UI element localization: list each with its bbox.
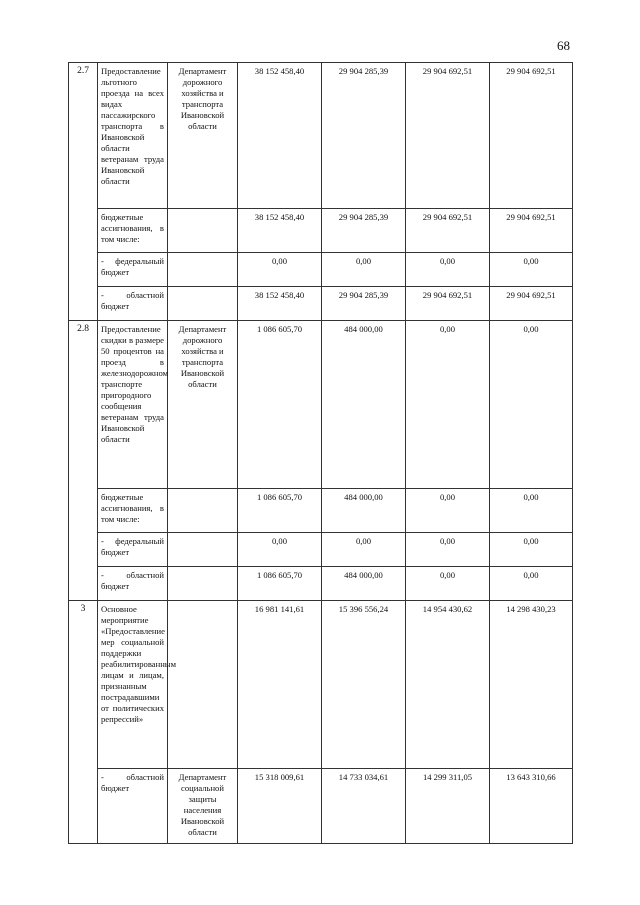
value-cell: 29 904 692,51 <box>490 287 573 321</box>
measure-name: бюджетные ассигнования, в том числе: <box>98 489 168 533</box>
executor <box>168 489 238 533</box>
measure-name: бюджетные ассигнования, в том числе: <box>98 209 168 253</box>
value-cell: 29 904 692,51 <box>406 287 490 321</box>
value-cell: 13 643 310,66 <box>490 769 573 844</box>
value-cell: 1 086 605,70 <box>238 321 322 489</box>
value-cell: 0,00 <box>238 533 322 567</box>
measure-name: - областной бюджет <box>98 769 168 844</box>
value-cell: 29 904 692,51 <box>406 209 490 253</box>
table-row <box>69 769 573 844</box>
measure-name: - областной бюджет <box>98 567 168 601</box>
table-row <box>69 209 573 253</box>
value-cell: 16 981 141,61 <box>238 601 322 769</box>
executor <box>168 209 238 253</box>
measure-name: - областной бюджет <box>98 287 168 321</box>
value-cell: 29 904 692,51 <box>406 63 490 209</box>
executor: Департамент дорожного хозяйства и транспорта Ивановской области <box>168 321 238 489</box>
value-cell: 0,00 <box>406 253 490 287</box>
value-cell: 0,00 <box>490 533 573 567</box>
executor <box>168 601 238 769</box>
value-cell: 29 904 285,39 <box>322 63 406 209</box>
value-cell: 38 152 458,40 <box>238 209 322 253</box>
value-cell: 0,00 <box>490 567 573 601</box>
value-cell: 1 086 605,70 <box>238 567 322 601</box>
table-row <box>69 321 573 489</box>
value-cell: 0,00 <box>238 253 322 287</box>
table-row <box>69 489 573 533</box>
table-row <box>69 533 573 567</box>
value-cell: 0,00 <box>490 253 573 287</box>
row-number: 3 <box>69 601 98 844</box>
value-cell: 1 086 605,70 <box>238 489 322 533</box>
value-cell: 0,00 <box>322 253 406 287</box>
value-cell: 38 152 458,40 <box>238 287 322 321</box>
measure-name: - федеральный бюджет <box>98 253 168 287</box>
value-cell: 29 904 692,51 <box>490 63 573 209</box>
row-number: 2.7 <box>69 63 98 321</box>
value-cell: 15 318 009,61 <box>238 769 322 844</box>
executor <box>168 533 238 567</box>
value-cell: 484 000,00 <box>322 321 406 489</box>
table-row <box>69 63 573 209</box>
row-number: 2.8 <box>69 321 98 601</box>
table-row <box>69 287 573 321</box>
page-number: 68 <box>557 38 570 53</box>
value-cell: 484 000,00 <box>322 489 406 533</box>
value-cell: 0,00 <box>490 321 573 489</box>
value-cell: 38 152 458,40 <box>238 63 322 209</box>
measure-name: Основное мероприятие «Предоставление мер социальной поддержки реабилитированным лицам и лицам, признанным пострадавшими от политических репрессий» <box>98 601 168 769</box>
measure-name: - федеральный бюджет <box>98 533 168 567</box>
value-cell: 29 904 285,39 <box>322 209 406 253</box>
executor <box>168 567 238 601</box>
value-cell: 14 954 430,62 <box>406 601 490 769</box>
value-cell: 14 298 430,23 <box>490 601 573 769</box>
value-cell: 0,00 <box>406 489 490 533</box>
measure-name: Предоставление скидки в размере 50 процентов на проезд в железнодорожном транспорте пригородного сообщения ветеранам труда Ивановской области <box>98 321 168 489</box>
value-cell: 0,00 <box>406 533 490 567</box>
table-row <box>69 567 573 601</box>
value-cell: 15 396 556,24 <box>322 601 406 769</box>
measure-name: Предоставление льготного проезда на всех видах пассажирского транспорта в Ивановской области ветеранам труда Ивановской области <box>98 63 168 209</box>
executor <box>168 253 238 287</box>
value-cell: 29 904 692,51 <box>490 209 573 253</box>
value-cell: 0,00 <box>406 567 490 601</box>
value-cell: 14 733 034,61 <box>322 769 406 844</box>
executor <box>168 287 238 321</box>
value-cell: 14 299 311,05 <box>406 769 490 844</box>
value-cell: 29 904 285,39 <box>322 287 406 321</box>
value-cell: 0,00 <box>406 321 490 489</box>
executor: Департамент дорожного хозяйства и транспорта Ивановской области <box>168 63 238 209</box>
executor: Департамент социальной защиты населения Ивановской области <box>168 769 238 844</box>
budget-table <box>68 62 573 844</box>
value-cell: 0,00 <box>490 489 573 533</box>
value-cell: 0,00 <box>322 533 406 567</box>
table-row <box>69 601 573 769</box>
value-cell: 484 000,00 <box>322 567 406 601</box>
table-row <box>69 253 573 287</box>
